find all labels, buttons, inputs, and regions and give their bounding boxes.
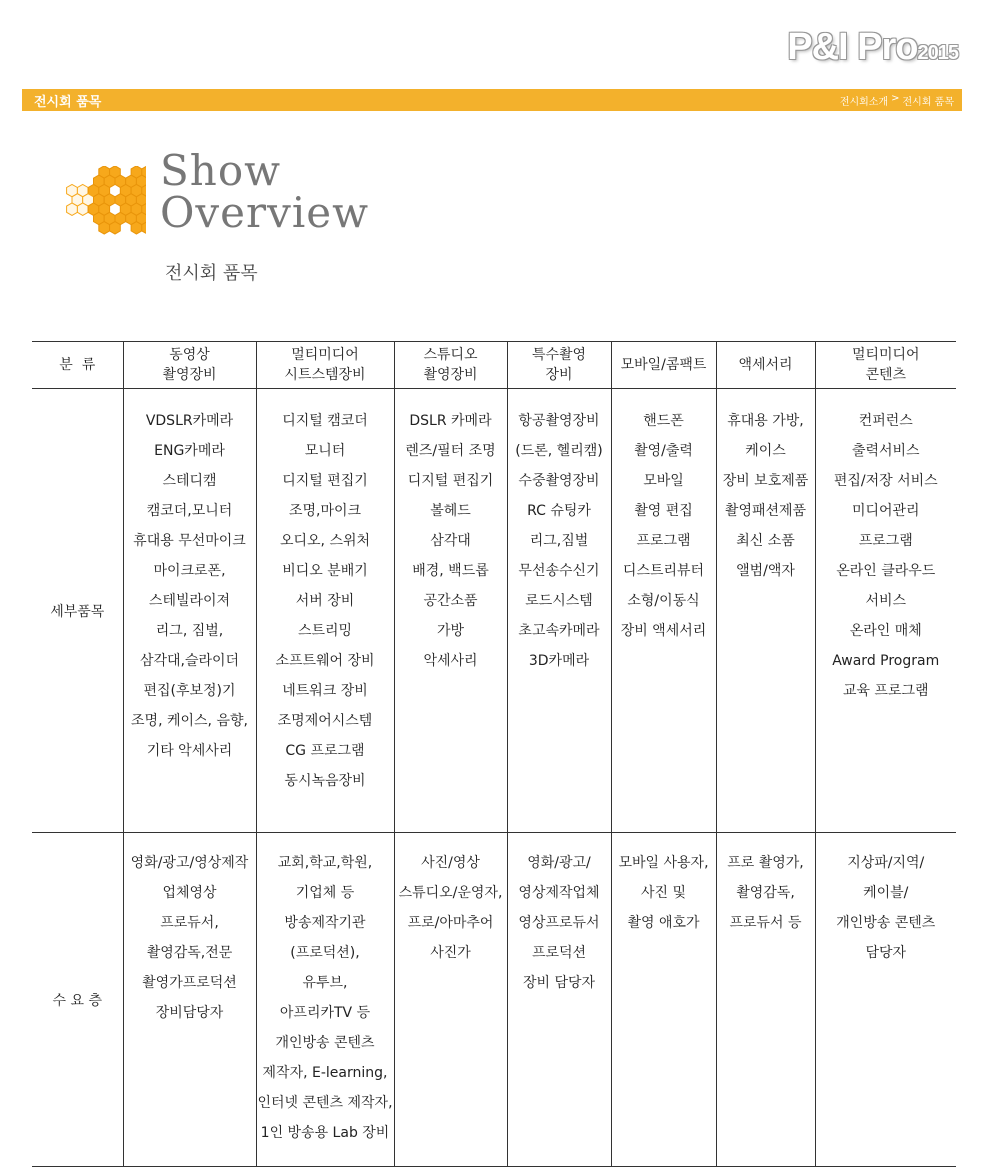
row-label: 수 요 층 xyxy=(32,833,123,1167)
brand-logo-year: 2015 xyxy=(917,42,958,64)
cell-item: 서버 장비 xyxy=(295,593,355,609)
cell-item: 악세사리 xyxy=(423,653,478,669)
cell-item: 촬영가프로덕션 xyxy=(142,975,237,991)
cell-item: 영화/광고/ xyxy=(527,855,591,871)
cell-item: 스튜디오/운영자, xyxy=(398,885,503,901)
cell-item: 네트워크 장비 xyxy=(282,683,368,699)
cell-item: 케이블/ xyxy=(863,885,909,901)
column-header xyxy=(611,342,716,389)
hexagon-cluster-icon xyxy=(66,166,146,236)
table-cell xyxy=(256,833,394,1167)
section-title: 전시회 품목 xyxy=(34,94,102,110)
cell-item: 온라인 클라우드 xyxy=(836,563,936,579)
cell-item: (프로덕션), xyxy=(290,945,360,961)
cell-item: 프로그램 xyxy=(858,533,913,549)
cell-item: 휴대용 가방, xyxy=(727,413,804,429)
column-header-text: 모바일/콤팩트 xyxy=(620,357,707,373)
cell-item: 소형/이동식 xyxy=(627,593,700,609)
cell-item: 무선송수신기 xyxy=(518,563,600,579)
cell-item: 캠코더,모니터 xyxy=(146,503,233,519)
cell-item: 배경, 백드롭 xyxy=(412,563,489,579)
column-header-text: 촬영장비 xyxy=(162,367,217,383)
table-cell xyxy=(611,833,716,1167)
table-cell xyxy=(507,833,611,1167)
table-cell xyxy=(716,833,815,1167)
cell-item: 공간소품 xyxy=(423,593,478,609)
cell-item: 편집/저장 서비스 xyxy=(833,473,938,489)
table-row xyxy=(32,389,956,833)
cell-item: 1인 방송용 Lab 장비 xyxy=(260,1125,390,1141)
cell-item: 장비 담당자 xyxy=(522,975,596,991)
table-cell xyxy=(815,833,956,1167)
page-title-line-1: Show xyxy=(160,146,282,195)
hexagon-cell xyxy=(99,222,110,234)
cell-item: 프로/아마추어 xyxy=(407,915,494,931)
exhibition-items-table xyxy=(32,341,956,1167)
cell-item: 컨퍼런스 xyxy=(858,413,913,429)
column-header-text: 멀티미디어 xyxy=(851,347,920,363)
cell-item: 교회,학교,학원, xyxy=(277,855,373,871)
cell-item: 볼헤드 xyxy=(430,503,471,519)
cell-item: 미디어관리 xyxy=(851,503,920,519)
cell-item: 기타 악세사리 xyxy=(146,743,233,759)
breadcrumb-separator: > xyxy=(891,92,900,104)
cell-item: 초고속카메라 xyxy=(518,623,600,639)
table-cell xyxy=(716,389,815,833)
cell-item: 영상프로듀서 xyxy=(518,915,600,931)
table-cell xyxy=(611,389,716,833)
cell-item: 담당자 xyxy=(865,945,907,961)
cell-item: ENG카메라 xyxy=(154,443,225,459)
cell-item: 최신 소품 xyxy=(736,533,795,549)
cell-item: 촬영/출력 xyxy=(634,443,693,459)
cell-item: 사진 및 xyxy=(640,885,687,901)
column-header xyxy=(123,342,256,389)
cell-item: VDSLR카메라 xyxy=(145,413,234,429)
cell-item: 기업체 등 xyxy=(295,885,355,901)
table-cell xyxy=(394,833,507,1167)
cell-item: 제작자, E-learning, xyxy=(262,1065,388,1081)
cell-item: 프로덕션 xyxy=(531,945,587,961)
row-label: 세부품목 xyxy=(32,389,123,833)
page-title-line-2: Overview xyxy=(160,188,370,237)
cell-item: 촬영 편집 xyxy=(634,503,693,519)
cell-item: 디지털 캠코더 xyxy=(282,413,368,429)
cell-item: 핸드폰 xyxy=(643,413,684,429)
cell-item: 디지털 편집기 xyxy=(282,473,368,489)
cell-item: 디지털 편집기 xyxy=(407,473,494,489)
cell-item: CG 프로그램 xyxy=(285,743,365,759)
column-header xyxy=(32,342,123,389)
table-header-row xyxy=(32,342,956,389)
cell-item: 모바일 사용자, xyxy=(618,855,709,871)
cell-item: 스테디캠 xyxy=(162,473,217,489)
column-header-text: 스튜디오 xyxy=(423,347,478,363)
cell-item: 삼각대 xyxy=(430,533,471,549)
cell-item: 프로듀서, xyxy=(160,915,219,931)
cell-item: 3D카메라 xyxy=(528,653,590,669)
table-cell xyxy=(123,389,256,833)
cell-item: Award Program xyxy=(832,653,940,669)
cell-item: 촬영감독,전문 xyxy=(146,945,233,961)
brand-logo-text: P&I Pro xyxy=(787,26,918,68)
cell-item: DSLR 카메라 xyxy=(409,413,492,429)
cell-item: 케이스 xyxy=(745,443,786,459)
cell-item: 온라인 매체 xyxy=(849,623,922,639)
cell-item: 교육 프로그램 xyxy=(842,683,929,699)
cell-item: 촬영감독, xyxy=(736,885,795,901)
cell-item: 유투브, xyxy=(302,975,348,991)
cell-item: 프로 촬영가, xyxy=(727,855,804,871)
cell-item: 리그,짐벌 xyxy=(529,533,589,549)
cell-item: 촬영 애호가 xyxy=(627,915,700,931)
cell-item: 지상파/지역/ xyxy=(847,855,925,871)
cell-item: 촬영패션제품 xyxy=(724,503,807,519)
cell-item: 소프트웨어 장비 xyxy=(275,653,375,669)
cell-item: 영화/광고/영상제작 xyxy=(130,855,249,871)
cell-item: 사진가 xyxy=(430,945,471,961)
cell-item: 프로듀서 등 xyxy=(729,915,802,931)
column-header xyxy=(815,342,956,389)
page-title xyxy=(160,146,370,237)
hexagon-cell xyxy=(131,222,142,234)
cell-item: 수중촬영장비 xyxy=(518,473,600,489)
cell-item: 프로그램 xyxy=(636,533,691,549)
column-header-text: 장비 xyxy=(545,367,573,383)
table-cell xyxy=(256,389,394,833)
table-cell xyxy=(507,389,611,833)
cell-item: 리그, 짐벌, xyxy=(155,623,224,639)
cell-item: 스테빌라이져 xyxy=(148,593,231,609)
cell-item: 모니터 xyxy=(304,443,346,459)
cell-item: 사진/영상 xyxy=(421,855,480,871)
cell-item: 삼각대,슬라이더 xyxy=(139,653,240,669)
cell-item: 개인방송 콘텐츠 xyxy=(275,1035,375,1051)
column-header-text: 멀티미디어 xyxy=(291,347,359,363)
cell-item: 항공촬영장비 xyxy=(518,413,600,429)
hexagon-cell xyxy=(67,203,78,215)
cell-item: 개인방송 콘텐츠 xyxy=(836,915,936,931)
cell-item: 출력서비스 xyxy=(851,443,920,459)
breadcrumb-parent-link[interactable]: 전시회소개 xyxy=(839,96,889,108)
cell-item: 오디오, 스위처 xyxy=(279,533,371,549)
cell-item: (드론, 헬리캠) xyxy=(515,443,603,459)
cell-item: 비디오 분배기 xyxy=(282,563,368,579)
cell-item: 스트리밍 xyxy=(297,623,353,639)
cell-item: 조명, 케이스, 음향, xyxy=(131,713,248,729)
table-row xyxy=(32,833,956,1167)
cell-item: 장비 보호제품 xyxy=(722,473,809,489)
cell-item: 장비담당자 xyxy=(155,1005,224,1021)
brand-logo xyxy=(787,26,958,69)
column-header-text: 시트스템장비 xyxy=(284,367,366,383)
cell-item: RC 슈팅카 xyxy=(527,503,591,519)
cell-item: 로드시스템 xyxy=(525,593,593,609)
hexagon-cell xyxy=(77,203,88,215)
column-header xyxy=(394,342,507,389)
cell-item: 휴대용 무선마이크 xyxy=(133,533,246,549)
cell-item: 렌즈/필터 조명 xyxy=(405,443,496,459)
column-header-text: 분 류 xyxy=(59,357,96,373)
column-header-text: 액세서리 xyxy=(738,357,793,373)
table-cell xyxy=(123,833,256,1167)
breadcrumb-current: 전시회 품목 xyxy=(902,96,954,108)
cell-item: 디스트리뷰터 xyxy=(622,563,705,579)
cell-item: 조명,마이크 xyxy=(288,503,362,519)
cell-item: 서비스 xyxy=(865,593,907,609)
table-cell xyxy=(815,389,956,833)
hexagon-cell xyxy=(110,222,121,234)
column-header xyxy=(507,342,611,389)
breadcrumb xyxy=(840,93,954,108)
cell-item: 동시녹음장비 xyxy=(284,773,366,789)
table-cell xyxy=(394,389,507,833)
cell-item: 인터넷 콘텐츠 제작자, xyxy=(257,1095,393,1111)
column-header-text: 동영상 xyxy=(169,347,210,363)
section-title-bar xyxy=(22,89,962,111)
cell-item: 장비 액세서리 xyxy=(620,623,707,639)
column-header xyxy=(716,342,815,389)
cell-item: 아프리카TV 등 xyxy=(279,1005,371,1021)
column-header-text: 촬영장비 xyxy=(423,367,478,383)
cell-item: 영상제작업체 xyxy=(518,885,600,901)
cell-item: 모바일 xyxy=(643,473,684,489)
cell-item: 편집(후보정)기 xyxy=(143,683,236,699)
column-header xyxy=(256,342,394,389)
cell-item: 마이크로폰, xyxy=(153,563,226,579)
cell-item: 업체영상 xyxy=(162,885,217,901)
cell-item: 방송제작기관 xyxy=(284,915,366,931)
column-header-text: 특수촬영 xyxy=(531,347,587,363)
cell-item: 앨범/액자 xyxy=(736,563,795,579)
cell-item: 조명제어시스템 xyxy=(277,713,373,729)
page-subtitle: 전시회 품목 xyxy=(165,263,258,284)
cell-item: 가방 xyxy=(436,623,465,639)
column-header-text: 콘텐츠 xyxy=(865,367,907,383)
